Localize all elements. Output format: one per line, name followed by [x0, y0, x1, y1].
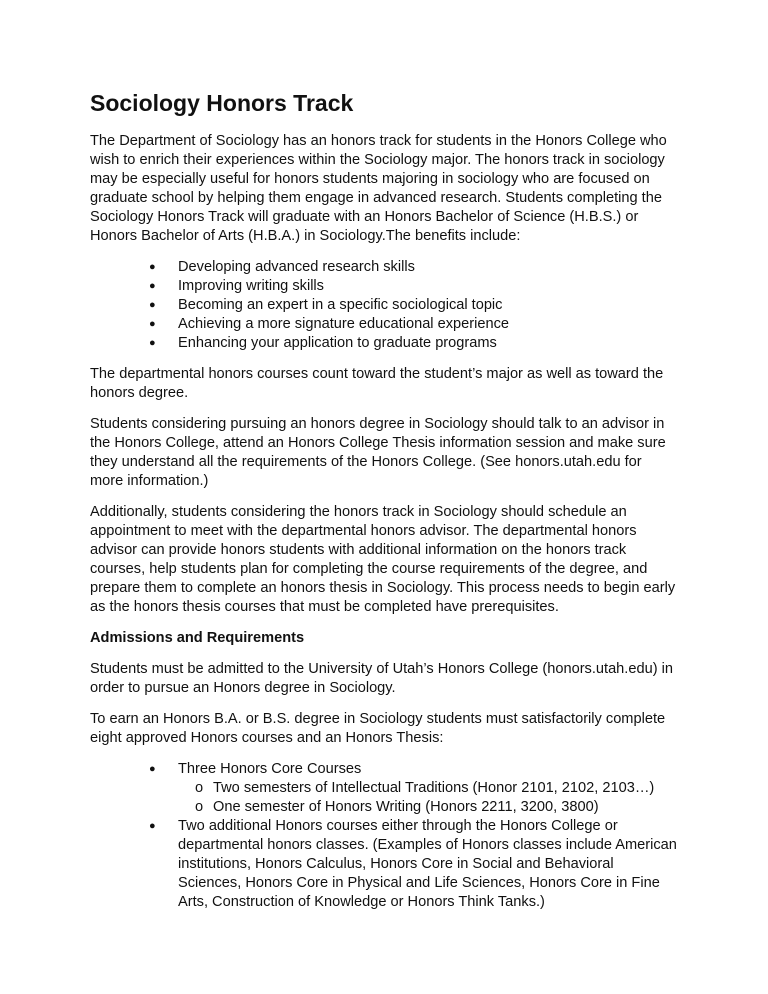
page-title: Sociology Honors Track: [90, 90, 354, 116]
list-item: o Two semesters of Intellectual Traditions (Honor 2101, 2102, 2103…): [195, 780, 655, 796]
sub-bullet-icon: o: [195, 799, 204, 815]
list-item: ● Developing advanced research skills: [149, 259, 415, 275]
bullet-icon: ●: [149, 337, 156, 349]
list-item: ● Enhancing your application to graduate programs: [149, 335, 497, 351]
advisor-paragraph: Students considering pursuing an honors degree in Sociology should talk to an advisor in the Honors College, attend an Honors College Thesis information session and make sure they understand all the requirements of the Honors College. (See honors.utah.edu for more information.): [90, 416, 666, 489]
list-item: ● Two additional Honors courses either through the Honors College or departmental honors classes. (Examples of Honors classes include American institutions, Honors Calculus, Honors Core in Social and Behavioral Sciences, Honors Core in Physical and Life Sciences, Honors Core in Fine Arts, Construction of Knowledge or Honors Think Tanks.): [149, 818, 677, 910]
bullet-icon: ●: [149, 280, 156, 292]
bullet-icon: ●: [149, 261, 156, 273]
bullet-icon: ●: [149, 820, 156, 832]
benefits-list: [90, 258, 678, 353]
list-item: ● Three Honors Core Courses o Two semesters of Intellectual Traditions (Honor 2101, 2102, 2103…) o One semester of Honors Writing (Honors 2211, 3200, 3800): [178, 760, 678, 817]
requirements-list: [90, 760, 678, 912]
list-item: ● Becoming an expert in a specific sociological topic: [149, 297, 503, 313]
list-item: o One semester of Honors Writing (Honors 2211, 3200, 3800): [195, 799, 599, 815]
list-item: ● Achieving a more signature educational experience: [149, 316, 509, 332]
course-count-paragraph: The departmental honors courses count toward the student’s major as well as toward the honors degree.: [90, 366, 664, 401]
bullet-icon: ●: [149, 763, 156, 775]
sub-bullet-icon: o: [195, 780, 204, 796]
intro-paragraph: The Department of Sociology has an honors track for students in the Honors College who wish to enrich their experiences within the Sociology major. The honors track in sociology may be especially useful for honors students majoring in sociology who are focused on graduate school by helping them engage in advanced research. Students completing the Sociology Honors Track will graduate with an Honors Bachelor of Science (H.B.S.) or Honors Bachelor of Arts (H.B.A.) in Sociology.The benefits include:: [90, 133, 667, 244]
earn-paragraph: To earn an Honors B.A. or B.S. degree in Sociology students must satisfactorily complete eight approved Honors courses and an Honors Thesis:: [90, 711, 666, 746]
bullet-icon: ●: [149, 299, 156, 311]
admitted-paragraph: Students must be admitted to the University of Utah’s Honors College (honors.utah.edu) in order to pursue an Honors degree in Sociology.: [90, 661, 673, 696]
bullet-icon: ●: [149, 318, 156, 330]
core-courses-sublist: [178, 779, 678, 817]
additionally-paragraph: Additionally, students considering the honors track in Sociology should schedule an appointment to meet with the departmental honors advisor. The departmental honors advisor can provide honors students with additional information on the honors track courses, help students plan for completing the course requirements of the degree, and prepare them to complete an honors thesis in Sociology. This process needs to begin early as the honors thesis courses that must be completed have prerequisites.: [90, 504, 676, 615]
list-item: ● Improving writing skills: [149, 278, 324, 294]
admissions-heading: Admissions and Requirements: [90, 630, 305, 646]
